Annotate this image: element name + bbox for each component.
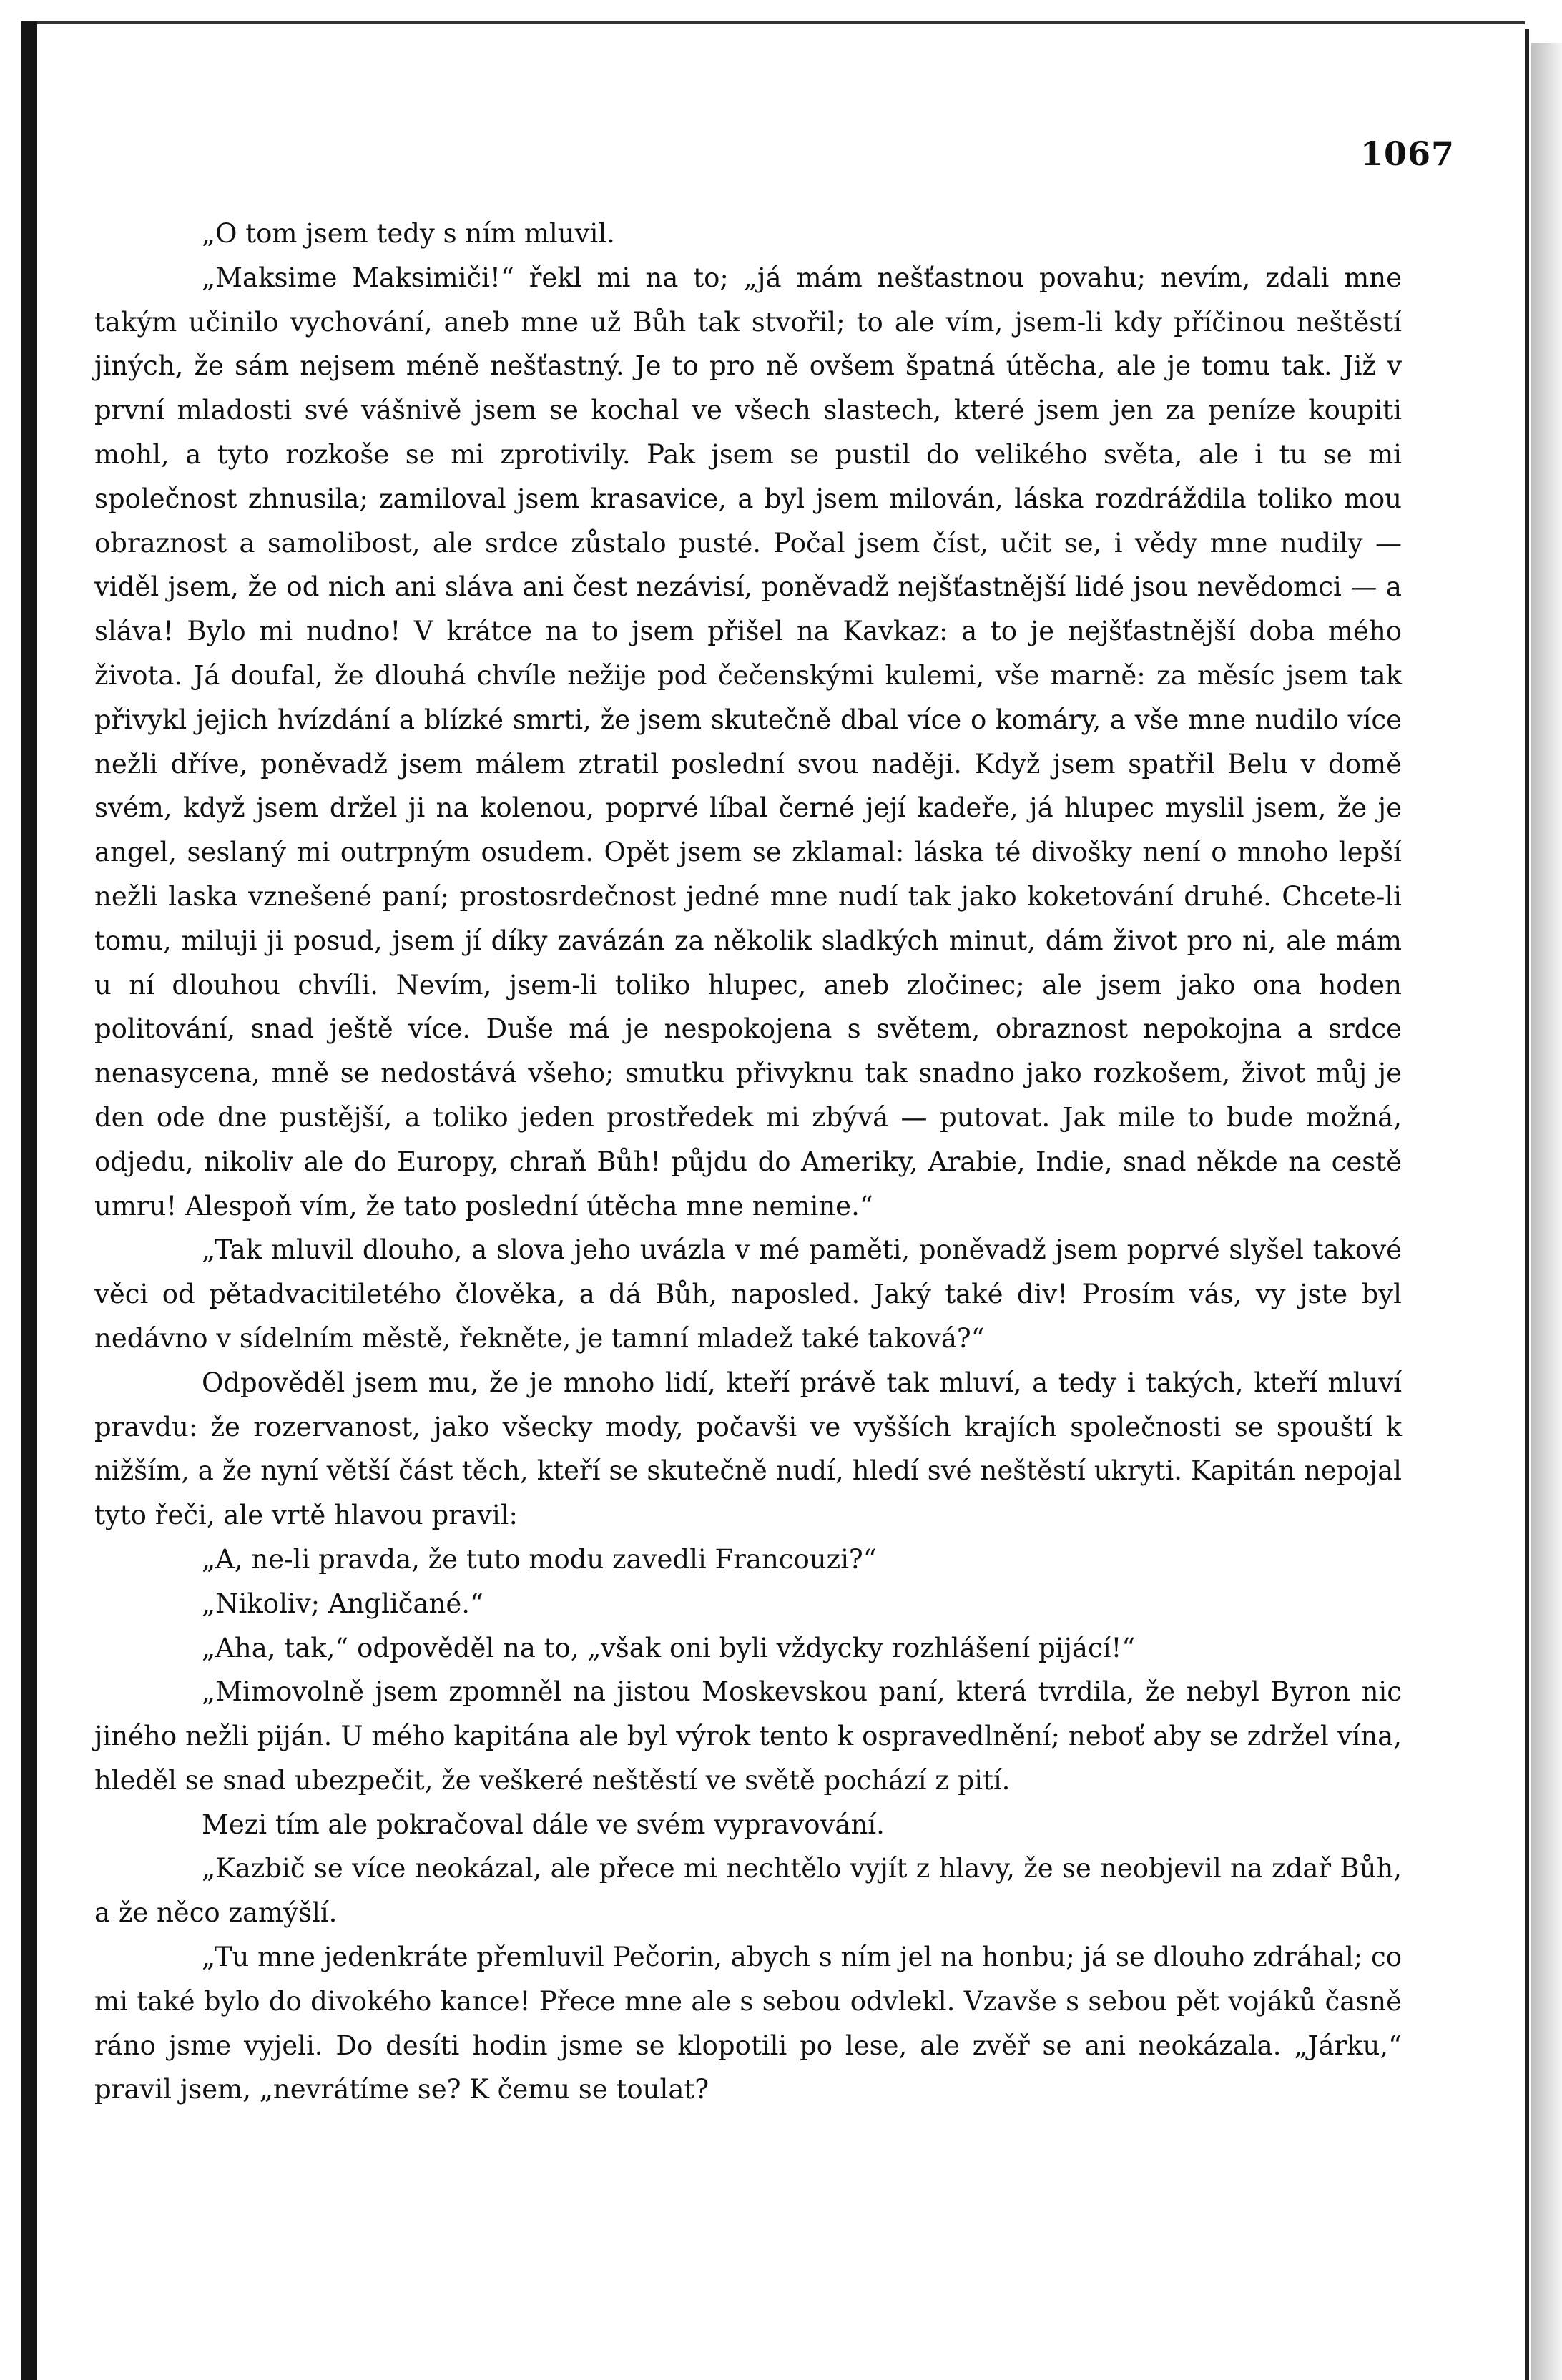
page-number: 1067 (1360, 134, 1455, 173)
top-page-rule (37, 21, 1525, 24)
paragraph-6: „Nikoliv; Angličané.“ (202, 1588, 483, 1619)
paragraph-5: „A, ne-li pravda, že tuto modu zavedli Francouzi?“ (202, 1543, 877, 1575)
paragraph-9: Mezi tím ale pokračoval dále ve svém vypravování. (202, 1809, 885, 1840)
paragraph-7: „Aha, tak,“ odpověděl na to, „však oni byli vždycky rozhlášení pijácí!“ (202, 1632, 1136, 1663)
right-page-edge (1525, 29, 1529, 2380)
paragraph-3: „Tak mluvil dlouho, a slova jeho uvázla v mé paměti, poněvadž jsem poprvé slyšel takové věci od pětadvacitiletého člověka, a dá Bůh, naposled. Jaký také div! Prosím vás, vy jste byl nedávno v sídelním městě, řekněte, je tamní mladež také taková?“ (94, 1234, 1402, 1354)
paragraph-1: „O tom jsem tedy s ním mluvil. (202, 218, 615, 249)
paragraph-11: „Tu mne jedenkráte přemluvil Pečorin, abych s ním jel na honbu; já se dlouho zdráhal; co mi také bylo do divokého kance! Přece mne ale s sebou odvlekl. Vzavše s sebou pět vojáků časně ráno jsme vyjeli. Do desíti hodin jsme se klopotili po lese, ale zvěř se ani neokázala. „Járku,“ pravil jsem, „nevrátíme se? K čemu se toulat? (94, 1942, 1402, 2105)
paragraph-2: „Maksime Maksimiči!“ řekl mi na to; „já mám nešťastnou povahu; nevím, zdali mne takým učinilo vychování, aneb mne už Bůh tak stvořil; to ale vím, jsem-li kdy příčinou neštěstí jiných, že sám nejsem méně nešťastný. Je to pro ně ovšem špatná útěcha, ale je tomu tak. Již v první mladosti své vášnivě jsem se kochal ve všech slastech, které jsem jen za peníze koupiti mohl, a tyto rozkoše se mi zprotivily. Pak jsem se pustil do velikého světa, ale i tu se mi společnost zhnusila; zamiloval jsem krasavice, a byl jsem milován, láska rozdráždila toliko mou obraznost a samolibost, ale srdce zůstalo pusté. Počal jsem číst, učit se, i vědy mne nudily — viděl jsem, že od nich ani sláva ani čest nezávisí, poněvadž nejšťastnější lidé jsou nevědomci — a sláva! Bylo mi nudno! V krátce na to jsem přišel na Kavkaz: a to je nejšťastnější doba mého života. Já doufal, že dlouhá chvíle nežije pod čečenskými kulemi, vše marně: za měsíc jsem tak přivykl jejich hvízdání a blízké smrti, že jsem skutečně dbal více o komáry, a vše mne nudilo více nežli dříve, poněvadž jsem málem ztratil poslední svou naději. Když jsem spatřil Belu v domě svém, když jsem držel ji na kolenou, poprvé líbal černé její kadeře, já hlupec myslil jsem, že je angel, seslaný mi outrpným osudem. Opět jsem se zklamal: láska té divošky není o mnoho lepší nežli laska vznešené paní; prostosrdečnost jedné mne nudí tak jako koketování druhé. Chcete-li tomu, miluji ji posud, jsem jí díky zavázán za několik sladkých minut, dám život pro ni, ale mám u ní dlouhou chvíli. Nevím, jsem-li toliko hlupec, aneb zločinec; ale jsem jako ona hoden politování, snad ještě více. Duše má je nespokojena s světem, obraznost nepokojna a srdce nenasycena, mně se nedostává všeho; smutku přivyknu tak snadno jako rozkošem, život můj je den ode dne pustější, a toliko jeden prostředek mi zbývá — putovat. Jak mile to bude možná, odjedu, nikoliv ale do Europy, chraň Bůh! půjdu do Ameriky, Arabie, Indie, snad někde na cestě umru! Alespoň vím, že tato poslední útěcha mne nemine.“ (94, 262, 1402, 1221)
paragraph-10: „Kazbič se více neokázal, ale přece mi nechtělo vyjít z hlavy, že se neobjevil na zdař Bůh, a že něco zamýšlí. (94, 1853, 1402, 1929)
body-text (94, 212, 1402, 2112)
right-gutter-shadow (1531, 43, 1562, 2380)
binding-edge (21, 21, 37, 2380)
paragraph-8: „Mimovolně jsem zpomněl na jistou Moskevskou paní, která tvrdila, že nebyl Byron nic jiného nežli piján. U mého kapitána ale byl výrok tento k ospravedlnění; neboť aby se zdržel vína, hleděl se snad ubezpečit, že veškeré neštěstí ve světě pochází z pití. (94, 1676, 1402, 1796)
paragraph-4: Odpověděl jsem mu, že je mnoho lidí, kteří právě tak mluví, a tedy i takých, kteří mluví pravdu: že rozervanost, jako všecky mody, počavši ve vyšších krajích společnosti se spouští k nižším, a že nyní větší část těch, kteří se skutečně nudí, hledí své neštěstí ukryti. Kapitán nepojal tyto řeči, ale vrtě hlavou pravil: (94, 1367, 1402, 1531)
